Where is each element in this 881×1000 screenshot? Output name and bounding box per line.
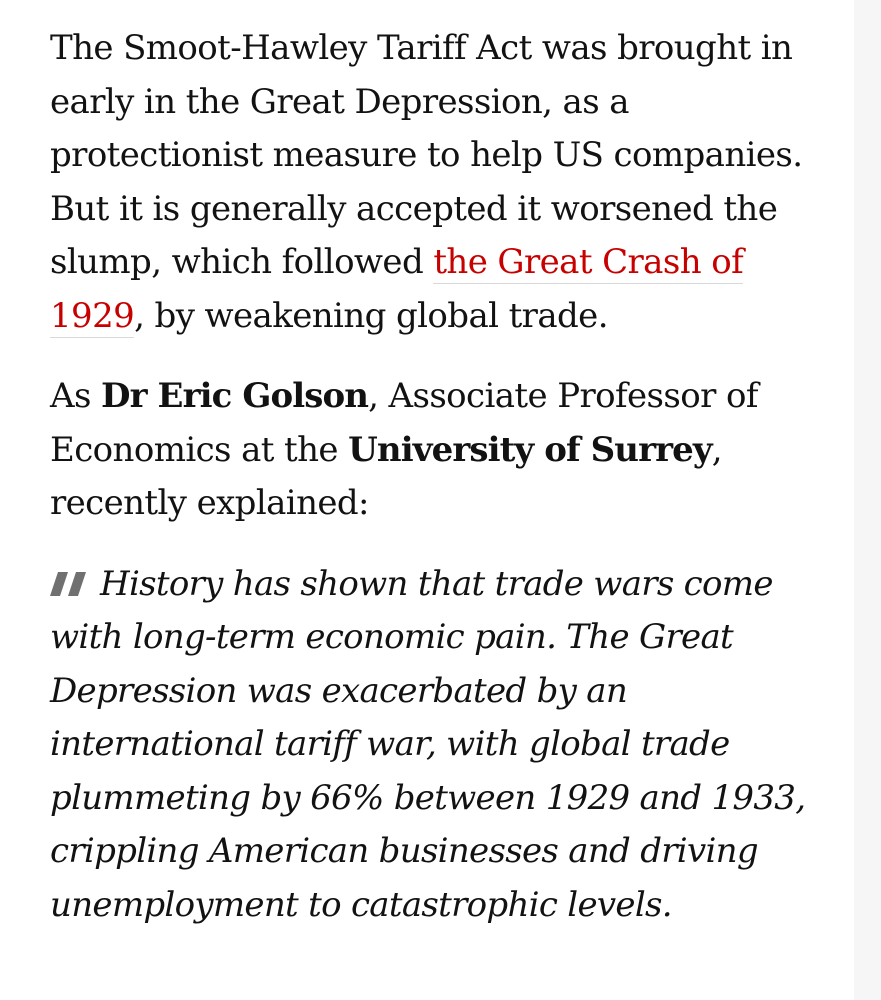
article-paragraph xyxy=(50,22,840,343)
paragraph-text: As xyxy=(50,376,102,416)
paragraph-text: , Associate Professor of Economics at the xyxy=(50,376,758,470)
article-paragraph xyxy=(50,370,840,531)
paragraph-text: , by weakening global trade. xyxy=(134,295,608,336)
quote-mark-icon xyxy=(50,559,92,583)
paragraph-text: , recently explained: xyxy=(50,429,722,523)
person-name: Dr Eric Golson xyxy=(101,376,369,416)
great-crash-link[interactable]: the Great Crash of 1929 xyxy=(50,242,744,336)
article-body xyxy=(50,22,840,932)
paragraph-text: The Smoot-Hawley Tariff Act was brought in early in the Great Depression, as a protectionist measure to help US companies. But it is generally accepted it worsened the slump, which followed xyxy=(50,28,803,282)
institution-name: University of Surrey xyxy=(348,429,712,470)
pull-quote xyxy=(50,558,840,933)
quote-text: History has shown that trade wars come with long-term economic pain. The Great Depression was exacerbated by an international tariff war, with global trade plummeting by 66% between 1929 and 1933, crippling American businesses and driving unemployment to catastrophic levels. xyxy=(50,563,806,925)
